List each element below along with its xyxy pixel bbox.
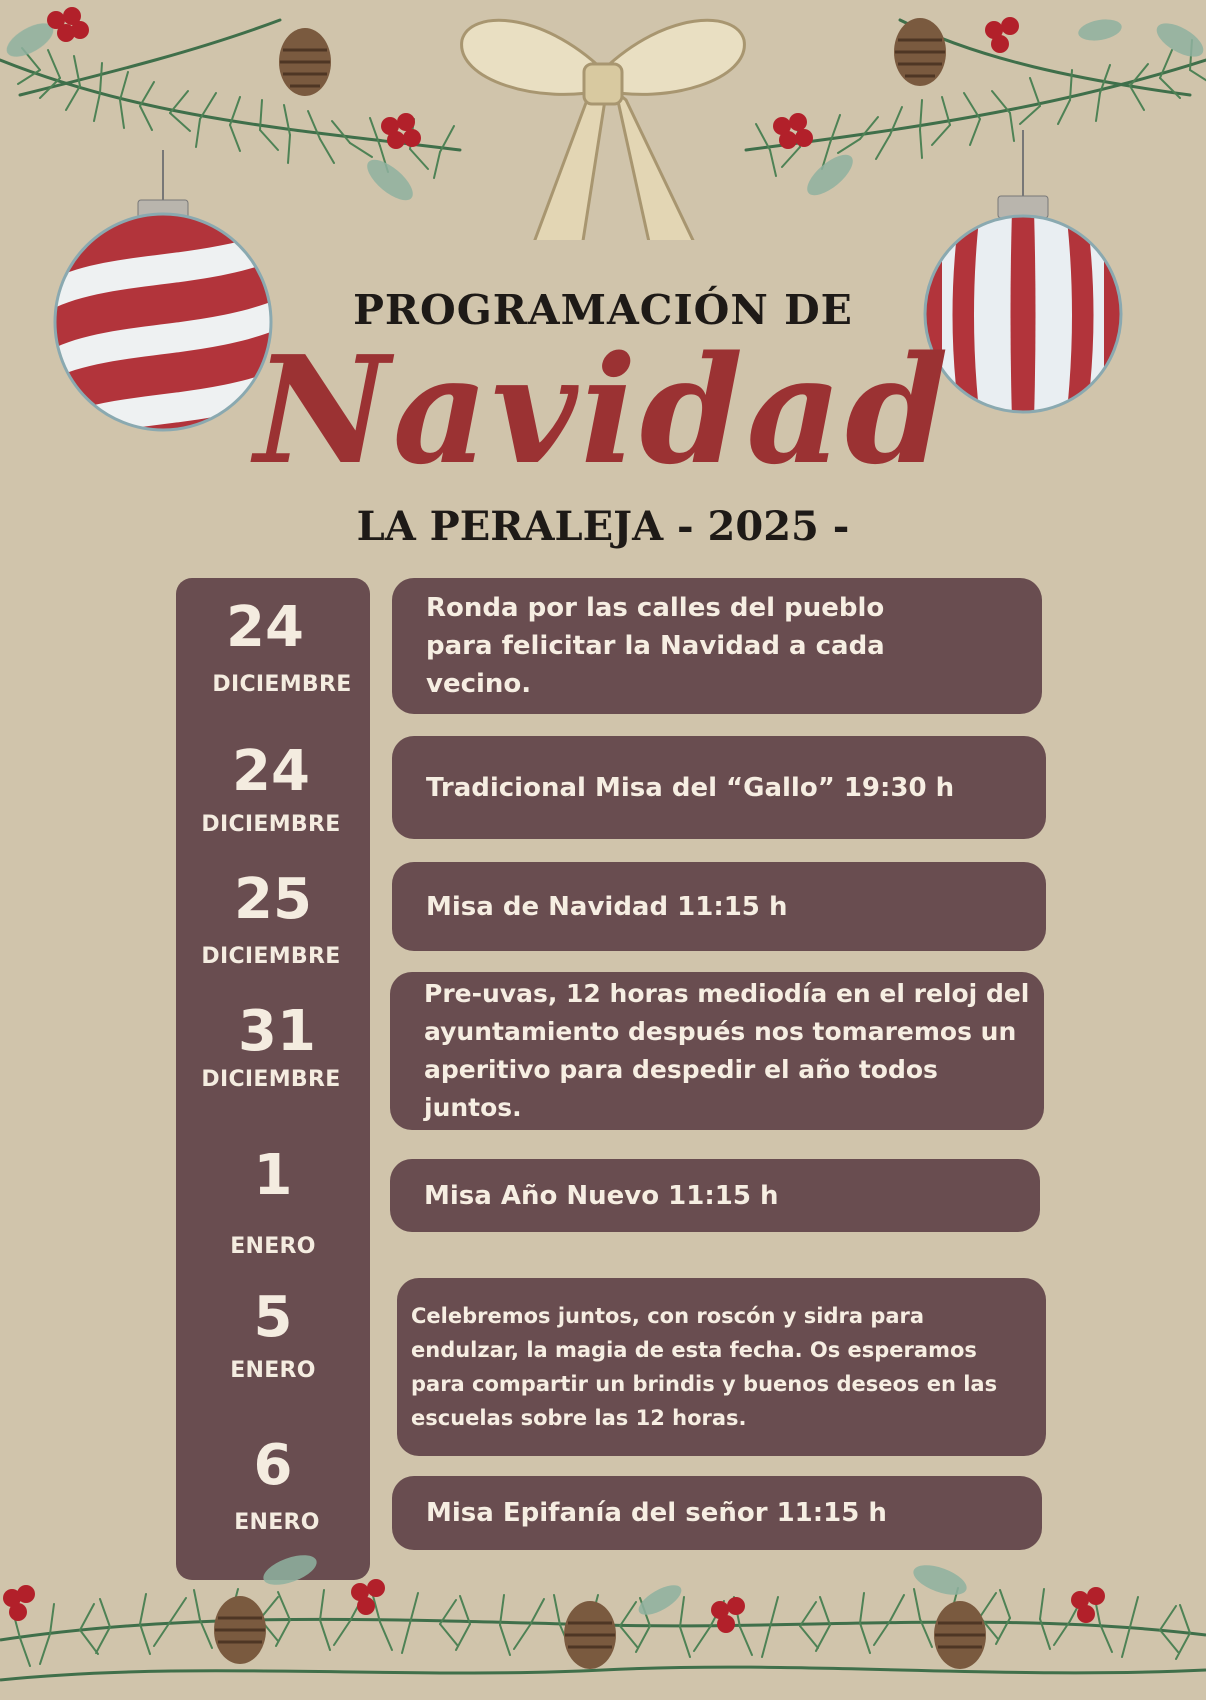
event-card [392,578,1042,714]
event-card [390,1159,1040,1232]
event-card [392,862,1046,951]
date-column [176,578,370,1580]
subtitle: LA PERALEJA - 2025 - [356,503,850,550]
date-month: DICIEMBRE [201,1067,341,1092]
date-month: DICIEMBRE [212,672,352,697]
pre-title: PROGRAMACIÓN DE [353,286,853,334]
date-item [176,578,370,708]
date-day: 24 [232,739,310,804]
date-day: 25 [234,867,312,932]
date-day: 1 [253,1143,293,1208]
event-text: Pre-uvas, 12 horas mediodía en el reloj del ayuntamiento después nos tomaremos un aperitivo para despedir el año todos juntos. [424,979,1030,1122]
date-month: ENERO [234,1510,320,1535]
event-text: Misa Epifanía del señor 11:15 h [426,1498,887,1528]
ribbon-bow-icon [462,20,745,240]
main-title: Navidad [254,323,952,497]
event-card [392,736,1046,839]
pine-garland-bottom [0,1530,1206,1700]
date-month: ENERO [230,1234,316,1259]
pine-cone-icon [214,1596,986,1669]
date-month: DICIEMBRE [201,812,341,837]
date-day: 31 [238,999,316,1064]
date-day: 5 [253,1285,293,1350]
date-day: 24 [226,595,304,660]
event-card [397,1278,1046,1456]
date-day: 6 [253,1433,293,1498]
date-month: DICIEMBRE [201,944,341,969]
date-month: ENERO [230,1358,316,1383]
event-text: Misa de Navidad 11:15 h [426,891,788,922]
event-text: Tradicional Misa del “Gallo” 19:30 h [426,772,955,803]
event-card [390,972,1044,1130]
event-text: Ronda por las calles del pueblo para felicitar la Navidad a cada vecino. [426,593,885,699]
event-text: Misa Año Nuevo 11:15 h [424,1180,779,1211]
event-text: Celebremos juntos, con roscón y sidra para endulzar, la magia de esta fecha. Os esperamos para compartir un brindis y buenos deseos en las escuelas sobre las 12 horas. [411,1304,998,1430]
